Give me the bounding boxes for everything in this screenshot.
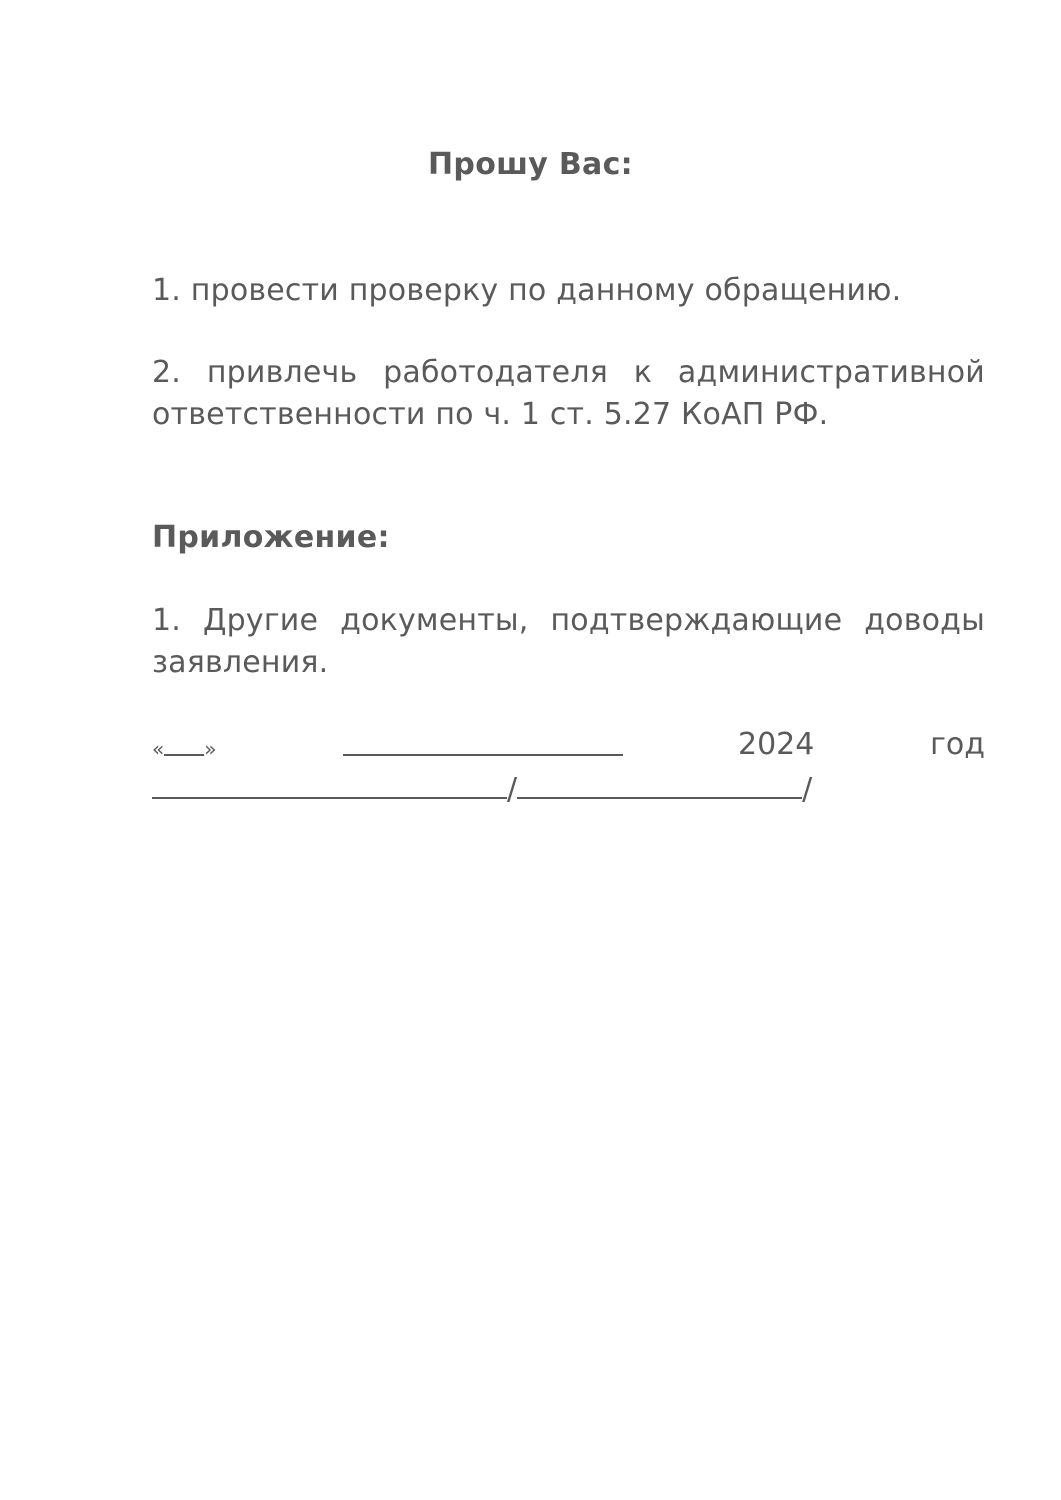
date-line [152, 724, 985, 766]
date-year-word: год [930, 727, 985, 762]
signature-separator: / [507, 772, 518, 807]
appendix-item-1: 1. Другие документы, подтверждающие доводы заявления. [152, 603, 985, 680]
appendix-heading: Приложение: [152, 520, 390, 555]
quote-open: « [152, 737, 165, 761]
quote-close: » [204, 737, 217, 761]
date-year: 2024 [738, 727, 815, 762]
date-day-field [152, 724, 217, 770]
signature-line [152, 767, 812, 809]
request-item-2: 2. привлечь работодателя к административной ответственности по ч. 1 ст. 5.27 КоАП РФ. [152, 355, 985, 432]
month-blank-wrap [343, 724, 623, 768]
signature-blank [152, 767, 507, 799]
day-blank [164, 724, 204, 756]
request-item-1: 1. провести проверку по данному обращению. [152, 273, 902, 308]
request-heading: Прошу Вас: [428, 147, 633, 182]
signature-end: / [802, 772, 813, 807]
name-blank [517, 767, 802, 799]
month-blank [343, 724, 623, 756]
